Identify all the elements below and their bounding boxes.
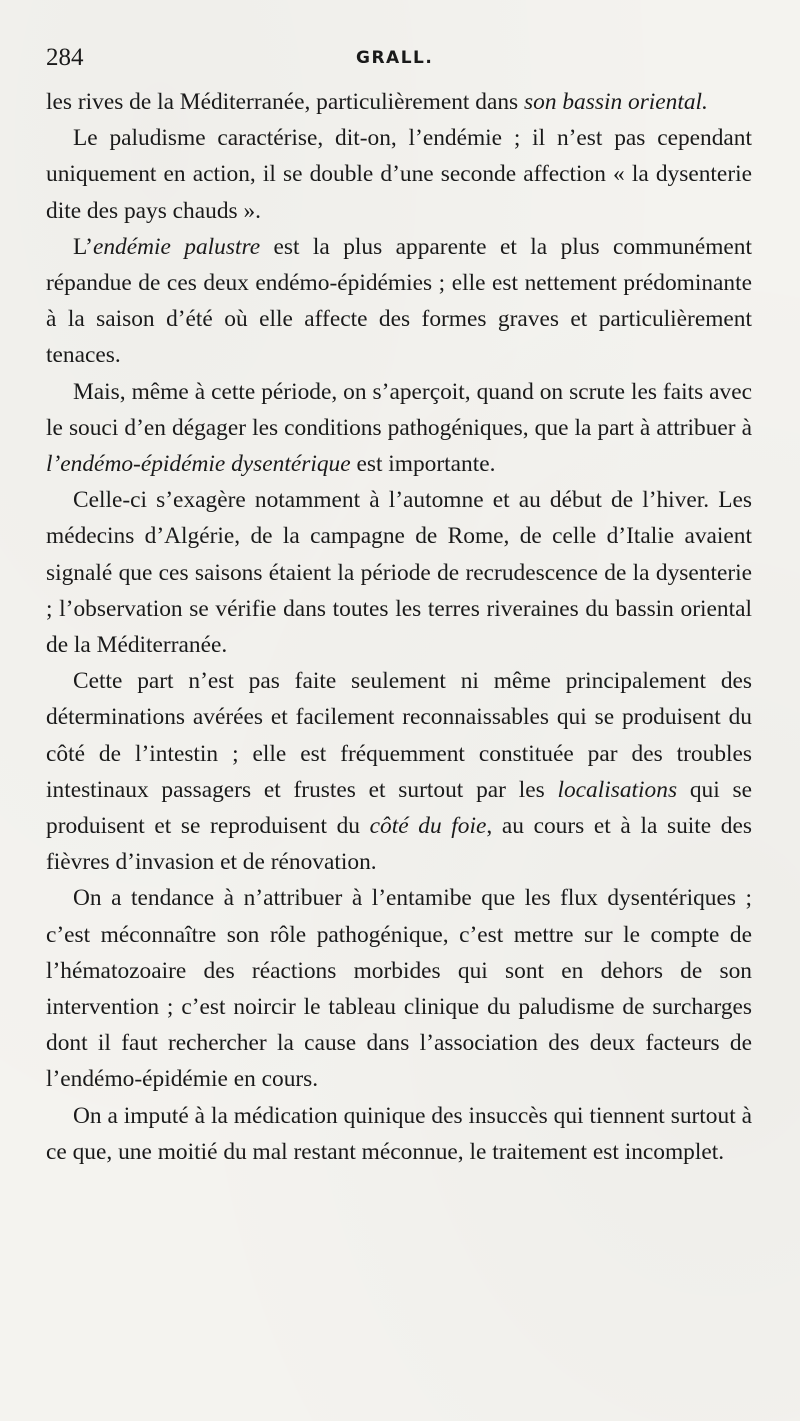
paragraph: [46, 120, 752, 229]
text-run: est importante.: [350, 451, 496, 478]
text-run: Le paludisme caractérise, dit-on, l’endémie ; il n’est pas cependant uniquement en action, il se double d’une seconde affection « la dysenterie dite des pays chauds ».: [46, 125, 752, 224]
text-run: On a tendance à n’attribuer à l’entamibe que les flux dysentériques ; c’est méconnaître son rôle pathogénique, c’est mettre sur le compte de l’hématozoaire des réactions morbides qui sont en dehors de son intervention ; c’est noircir le tableau clinique du paludisme de surcharges dont il faut rechercher la cause dans l’association des deux facteurs de l’endémo-épidémie en cours.: [46, 885, 752, 1093]
paragraph: [46, 663, 752, 880]
italic-run: endémie palustre: [92, 233, 261, 260]
paragraph: [46, 374, 752, 483]
body-text: [46, 84, 752, 1170]
italic-run: son bassin oriental.: [524, 89, 708, 115]
text-run: les rives de la Méditerranée, particulièrement dans: [46, 89, 525, 115]
text-run: Cette part n’est pas faite seulement ni même principalement des déterminations avérées et facilement reconnaissables qui se produisent du côté de l’intestin ; elle est fréquemment constituée par des troubles intestinaux passagers et frustes et surtout par les: [46, 668, 752, 803]
paragraph: [46, 84, 752, 120]
page-number: 284: [46, 44, 84, 71]
text-run: L’: [73, 233, 93, 260]
paragraph: [46, 229, 752, 374]
text-run: est la plus apparente et la plus communément répandue de ces deux endémo-épidémies ; elle est nettement prédominante à la saison d’été où elle affecte des formes graves et particulièrement tenaces.: [46, 233, 752, 369]
italic-run: l’endémo-épidémie dysentérique: [46, 451, 351, 478]
paragraph: [46, 482, 752, 663]
paragraph: [46, 1098, 752, 1170]
italic-run: côté du foie: [369, 813, 487, 840]
running-head-title: GRALL.: [356, 48, 434, 68]
text-run: Mais, même à cette période, on s’aperçoit, quand on scrute les faits avec le souci d’en dégager les conditions pathogéniques, que la part à attribuer à: [46, 378, 752, 441]
paragraph: [46, 880, 752, 1097]
text-run: Celle-ci s’exagère notamment à l’automne et au début de l’hiver. Les médecins d’Algérie, de la campagne de Rome, de celle d’Italie avaient signalé que ces saisons étaient la période de recrudescence de la dysenterie ; l’observation se vérifie dans toutes les terres riveraines du bassin oriental de la Méditerranée.: [46, 487, 752, 659]
text-run: On a imputé à la médication quinique des insuccès qui tiennent surtout à ce que, une moitié du mal restant méconnue, le traitement est incomplet.: [46, 1102, 752, 1165]
text-run: qui se produisent et se reproduisent du: [46, 776, 752, 840]
text-run: , au cours et à la suite des fièvres d’invasion et de rénovation.: [46, 813, 752, 876]
italic-run: localisations: [557, 776, 678, 803]
running-head: [46, 40, 754, 84]
